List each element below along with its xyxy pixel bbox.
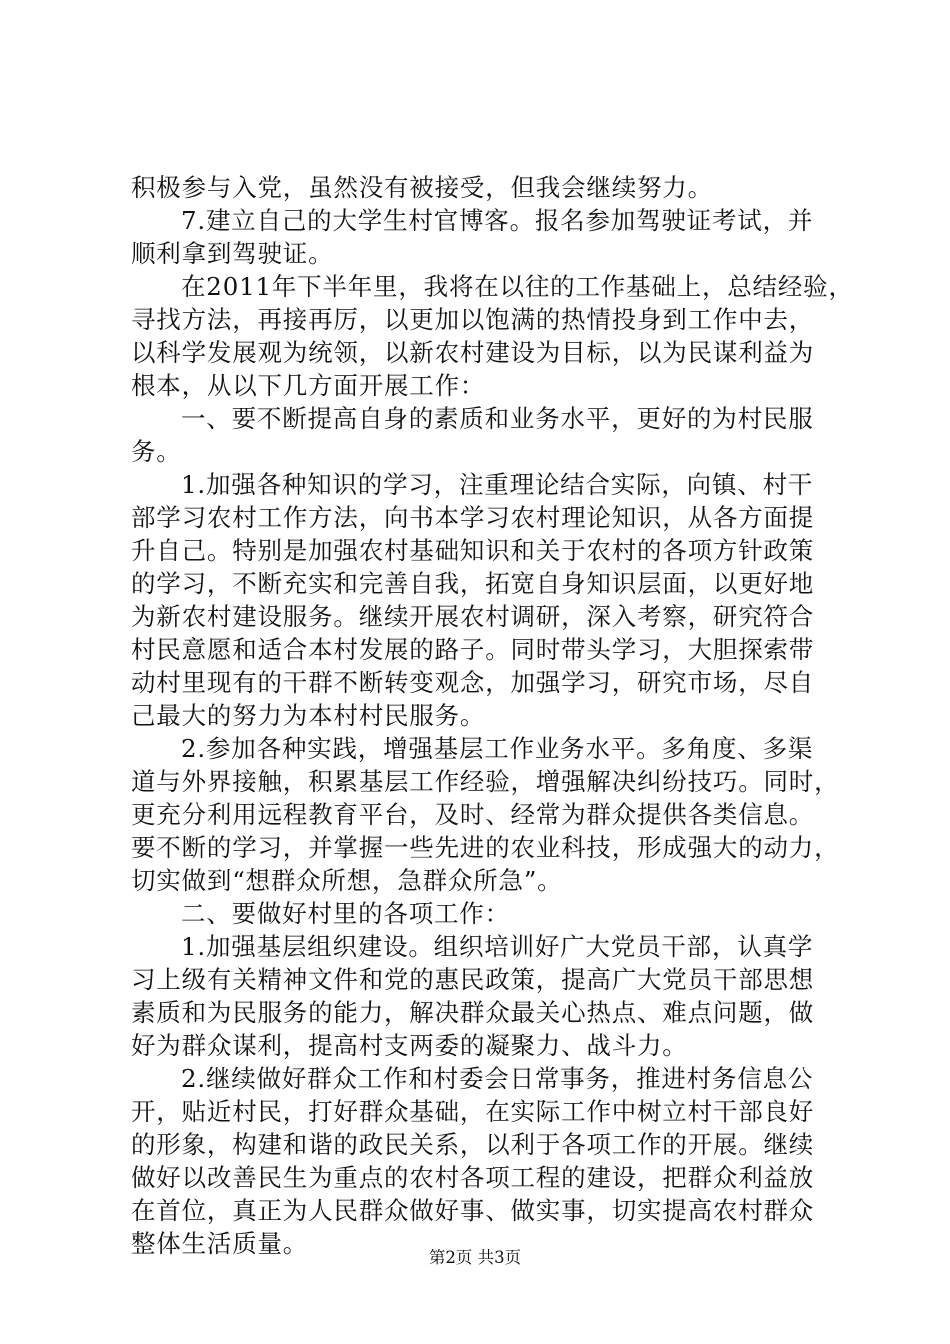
text-line: 整体生活质量。 [131, 1229, 309, 1258]
text-line: 根本，从以下几方面开展工作： [131, 371, 486, 400]
text-line: 顺利拿到驾驶证。 [131, 239, 334, 268]
text-line: 切实做到“想群众所想，急群众所急”。 [131, 866, 563, 895]
text-line: 开，贴近村民，打好群众基础，在实际工作中树立村干部良好 [131, 1097, 815, 1126]
text-line: 素质和为民服务的能力，解决群众最关心热点、难点问题，做 [131, 998, 815, 1027]
text-line: 好为群众谋利，提高村支两委的凝聚力、战斗力。 [131, 1031, 688, 1060]
text-line: 道与外界接触，积累基层工作经验，增强解决纠纷技巧。同时， [131, 767, 840, 796]
text-line: 动村里现有的干群不断转变观念，加强学习，研究市场，尽自 [131, 668, 815, 697]
page-footer: 第2页 共3页 [428, 1248, 522, 1267]
text-line: 一、要不断提高自身的素质和业务水平，更好的为村民服 [181, 404, 814, 433]
text-line: 在2011年下半年里，我将在以往的工作基础上，总结经验， [181, 272, 854, 301]
text-line: 2.继续做好群众工作和村委会日常事务，推进村务信息公 [181, 1064, 814, 1093]
text-line: 要不断的学习，并掌握一些先进的农业科技，形成强大的动力， [131, 833, 840, 862]
text-line: 2.参加各种实践，增强基层工作业务水平。多角度、多渠 [181, 734, 814, 763]
text-line: 1.加强基层组织建设。组织培训好广大党员干部，认真学 [181, 932, 814, 961]
document-body [131, 171, 854, 1260]
text-line: 以科学发展观为统领，以新农村建设为目标，以为民谋利益为 [131, 338, 815, 367]
text-line: 升自己。特别是加强农村基础知识和关于农村的各项方针政策 [131, 536, 815, 565]
text-line: 寻找方法，再接再厉，以更加以饱满的热情投身到工作中去， [131, 305, 815, 334]
text-line: 1.加强各种知识的学习，注重理论结合实际，向镇、村干 [181, 470, 814, 499]
text-line: 的形象，构建和谐的政民关系，以利于各项工作的开展。继续 [131, 1130, 815, 1159]
text-line: 村民意愿和适合本村发展的路子。同时带头学习，大胆探索带 [131, 635, 815, 664]
text-line: 为新农村建设服务。继续开展农村调研，深入考察，研究符合 [131, 602, 815, 631]
text-line: 部学习农村工作方法，向书本学习农村理论知识，从各方面提 [131, 503, 815, 532]
text-line: 的学习，不断充实和完善自我，拓宽自身知识层面，以更好地 [131, 569, 815, 598]
text-line: 7.建立自己的大学生村官博客。报名参加驾驶证考试，并 [181, 206, 814, 235]
text-line: 务。 [131, 437, 182, 466]
text-line: 习上级有关精神文件和党的惠民政策，提高广大党员干部思想 [131, 965, 815, 994]
text-line: 更充分利用远程教育平台，及时、经常为群众提供各类信息。 [131, 800, 815, 829]
text-line: 二、要做好村里的各项工作： [181, 899, 510, 928]
text-line: 在首位，真正为人民群众做好事、做实事，切实提高农村群众 [131, 1196, 815, 1225]
text-line: 积极参与入党，虽然没有被接受，但我会继续努力。 [131, 173, 713, 202]
text-line: 己最大的努力为本村村民服务。 [131, 701, 486, 730]
text-line: 做好以改善民生为重点的农村各项工程的建设，把群众利益放 [131, 1163, 815, 1192]
